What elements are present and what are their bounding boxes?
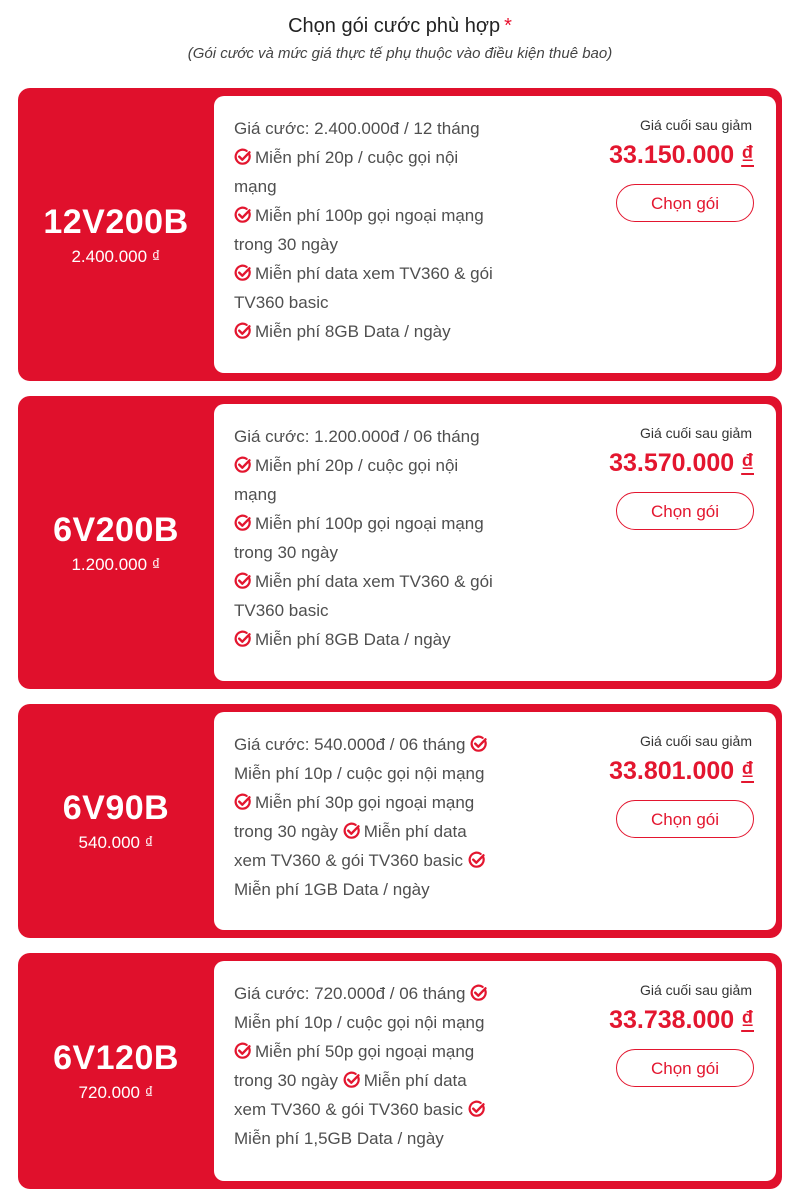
feature-line: [234, 230, 536, 259]
feature-line: [234, 143, 536, 172]
currency-symbol: ₫: [741, 449, 754, 477]
feature-list: [234, 730, 536, 904]
feature-text: xem TV360 & gói TV360 basic: [234, 1100, 464, 1119]
feature-text: Giá cước: 2.400.000đ / 12 tháng: [234, 119, 480, 138]
final-price: [534, 1005, 754, 1035]
plan-summary: [18, 704, 214, 938]
price-column: [534, 116, 754, 222]
check-badge-icon: [234, 454, 252, 472]
page-header: [0, 10, 800, 64]
feature-text: Giá cước: 1.200.000đ / 06 tháng: [234, 427, 480, 446]
feature-text: Miễn phí 20p / cuộc gọi nội: [255, 456, 459, 475]
feature-line: [234, 480, 536, 509]
check-badge-icon: [234, 262, 252, 280]
check-badge-icon: [234, 1040, 252, 1058]
check-badge-icon: [343, 820, 361, 838]
final-price: [534, 756, 754, 786]
required-mark: *: [504, 15, 512, 37]
feature-text: trong 30 ngày: [234, 822, 338, 841]
feature-line: [234, 1008, 536, 1037]
feature-text: Miễn phí 10p / cuộc gọi nội mạng: [234, 764, 485, 783]
feature-line: [234, 596, 536, 625]
plan-price: 1.200.000 ₫: [71, 554, 161, 574]
feature-text: Miễn phí data xem TV360 & gói: [255, 264, 493, 283]
feature-list: [234, 979, 536, 1153]
final-price-value: 33.150.000: [609, 141, 735, 169]
plan-details: [214, 712, 776, 930]
feature-text: trong 30 ngày: [234, 235, 338, 254]
plan-name: 6V120B: [53, 1039, 179, 1077]
plan-card-6v200b: [18, 396, 782, 689]
final-price: [534, 448, 754, 478]
page-subtitle: (Gói cước và mức giá thực tế phụ thuộc vào điều kiện thuê bao): [187, 45, 613, 62]
feature-text: Miễn phí 20p / cuộc gọi nội: [255, 148, 459, 167]
feature-list: [234, 422, 536, 654]
plan-details: [214, 404, 776, 681]
check-badge-icon: [470, 733, 488, 751]
feature-line: [234, 846, 536, 875]
feature-text: Miễn phí 50p gọi ngoại mạng: [255, 1042, 475, 1061]
check-badge-icon: [234, 204, 252, 222]
check-badge-icon: [234, 146, 252, 164]
feature-text: Miễn phí 1,5GB Data / ngày: [234, 1129, 444, 1148]
feature-line: [234, 567, 536, 596]
final-price-label: Giá cuối sau giảm: [639, 425, 752, 441]
final-price-value: 33.801.000: [609, 757, 735, 785]
plan-summary: [18, 953, 214, 1189]
feature-line: [234, 201, 536, 230]
plan-price: 2.400.000 ₫: [71, 246, 161, 266]
price-column: [534, 732, 754, 838]
feature-line: [234, 1037, 536, 1066]
feature-text: Miễn phí data: [363, 1071, 467, 1090]
feature-text: Miễn phí 10p / cuộc gọi nội mạng: [234, 1013, 485, 1032]
feature-line: [234, 317, 536, 346]
feature-text: mạng: [234, 485, 277, 504]
price-column: [534, 981, 754, 1087]
feature-line: [234, 288, 536, 317]
choose-plan-button[interactable]: Chọn gói: [616, 492, 754, 530]
feature-text: Miễn phí 100p gọi ngoại mạng: [255, 206, 484, 225]
check-badge-icon: [234, 791, 252, 809]
choose-plan-button[interactable]: Chọn gói: [616, 1049, 754, 1087]
feature-text: TV360 basic: [234, 293, 329, 312]
feature-line: [234, 979, 536, 1008]
feature-line: [234, 1095, 536, 1124]
currency-symbol: ₫: [741, 141, 754, 169]
feature-text: Miễn phí data: [363, 822, 467, 841]
feature-text: Giá cước: 540.000đ / 06 tháng: [234, 735, 466, 754]
page-title: [0, 10, 800, 42]
feature-line: [234, 172, 536, 201]
currency-symbol: ₫: [741, 1006, 754, 1034]
feature-text: Miễn phí 8GB Data / ngày: [255, 630, 451, 649]
final-price-value: 33.570.000: [609, 449, 735, 477]
feature-text: Miễn phí data xem TV360 & gói: [255, 572, 493, 591]
check-badge-icon: [234, 628, 252, 646]
plan-details: [214, 961, 776, 1181]
check-badge-icon: [343, 1069, 361, 1087]
feature-text: Miễn phí 8GB Data / ngày: [255, 322, 451, 341]
plan-card-12v200b: [18, 88, 782, 381]
feature-text: trong 30 ngày: [234, 543, 338, 562]
feature-line: [234, 788, 536, 817]
check-badge-icon: [470, 982, 488, 1000]
plan-price: 540.000 ₫: [78, 833, 154, 852]
feature-text: Miễn phí 1GB Data / ngày: [234, 880, 430, 899]
check-badge-icon: [234, 512, 252, 530]
feature-line: [234, 875, 536, 904]
feature-text: TV360 basic: [234, 601, 329, 620]
plan-name: 6V90B: [62, 789, 170, 827]
plan-summary: [18, 88, 214, 381]
feature-line: [234, 422, 536, 451]
feature-text: xem TV360 & gói TV360 basic: [234, 851, 464, 870]
price-column: [534, 424, 754, 530]
feature-text: mạng: [234, 177, 277, 196]
feature-line: [234, 451, 536, 480]
feature-line: [234, 114, 536, 143]
plan-summary: [18, 396, 214, 689]
check-badge-icon: [468, 1098, 486, 1116]
page-title-text: Chọn gói cước phù hợp: [288, 15, 501, 37]
feature-text: Giá cước: 720.000đ / 06 tháng: [234, 984, 466, 1003]
plan-name: 12V200B: [43, 202, 189, 241]
final-price-label: Giá cuối sau giảm: [639, 117, 752, 133]
feature-line: [234, 259, 536, 288]
plan-details: [214, 96, 776, 373]
check-badge-icon: [234, 570, 252, 588]
final-price: [534, 140, 754, 170]
final-price-value: 33.738.000: [609, 1006, 735, 1034]
feature-text: trong 30 ngày: [234, 1071, 338, 1090]
feature-line: [234, 759, 536, 788]
feature-list: [234, 114, 536, 346]
final-price-label: Giá cuối sau giảm: [639, 733, 752, 749]
feature-line: [234, 538, 536, 567]
choose-plan-button[interactable]: Chọn gói: [616, 184, 754, 222]
feature-line: [234, 730, 536, 759]
final-price-label: Giá cuối sau giảm: [639, 982, 752, 998]
feature-text: Miễn phí 100p gọi ngoại mạng: [255, 514, 484, 533]
currency-symbol: ₫: [741, 757, 754, 785]
check-badge-icon: [234, 320, 252, 338]
check-badge-icon: [468, 849, 486, 867]
plan-name: 6V200B: [53, 510, 179, 549]
feature-text: Miễn phí 30p gọi ngoại mạng: [255, 793, 475, 812]
choose-plan-button[interactable]: Chọn gói: [616, 800, 754, 838]
plan-price: 720.000 ₫: [78, 1083, 154, 1102]
feature-line: [234, 1066, 536, 1095]
feature-line: [234, 625, 536, 654]
plan-card-6v90b: [18, 704, 782, 938]
plan-card-6v120b: [18, 953, 782, 1189]
feature-line: [234, 817, 536, 846]
feature-line: [234, 509, 536, 538]
feature-line: [234, 1124, 536, 1153]
